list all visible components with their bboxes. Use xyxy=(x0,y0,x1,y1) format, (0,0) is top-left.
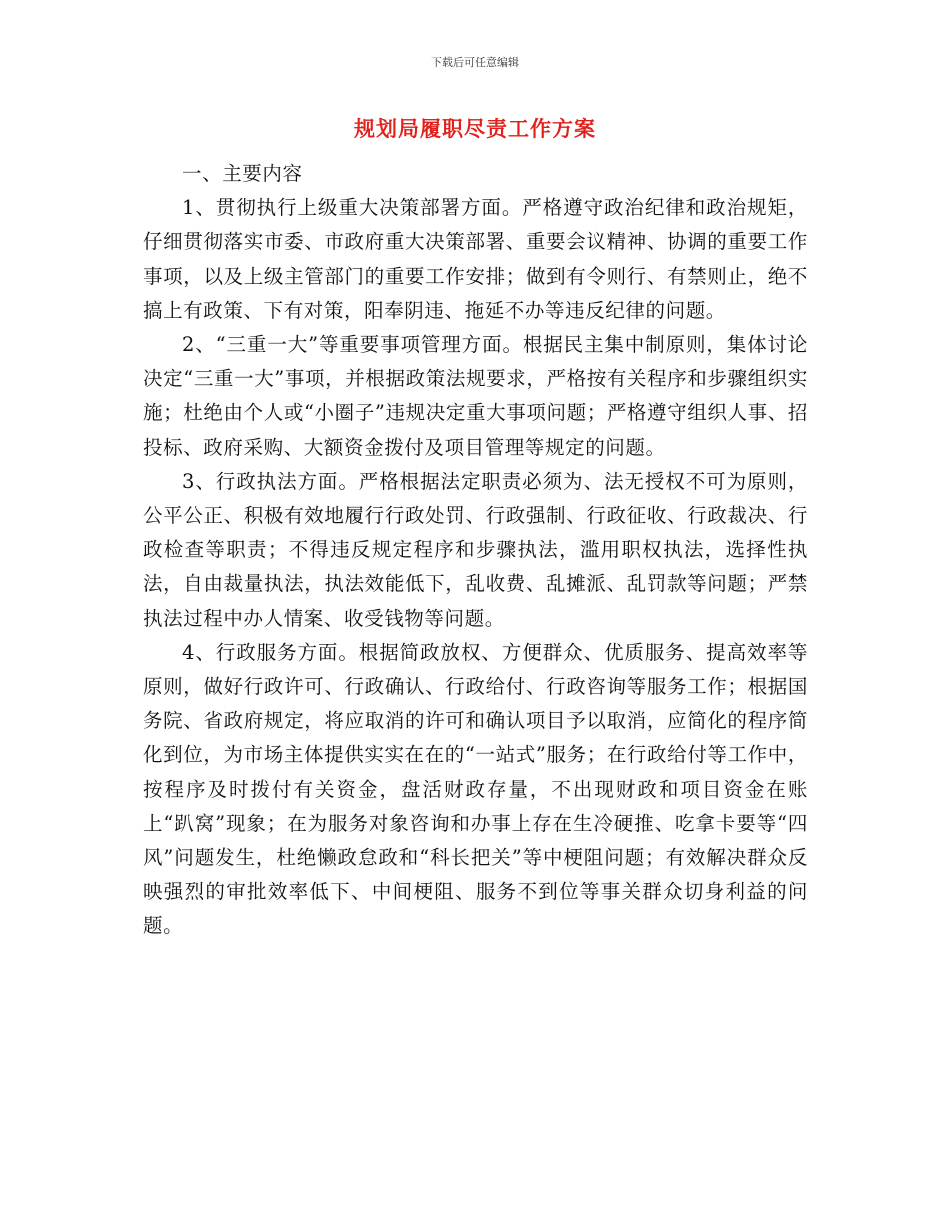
header-note: 下载后可任意编辑 xyxy=(431,56,519,69)
document-body xyxy=(143,157,808,944)
document-title: 规划局履职尽责工作方案 xyxy=(354,116,596,141)
paragraph-4: 4、行政服务方面。根据简政放权、方便群众、优质服务、提高效率等原则，做好行政许可、行政确认、行政给付、行政咨询等服务工作；根据国务院、省政府规定，将应取消的许可和确认项目予以取消，应简化的程序简化到位，为市场主体提供实实在在的“一站式”服务；在行政给付等工作中，按程序及时拨付有关资金，盘活财政存量，不出现财政和项目资金在账上“趴窝”现象；在为服务对象咨询和办事上存在生冷硬推、吃拿卡要等“四风”问题发生，杜绝懒政怠政和“科长把关”等中梗阻问题；有效解决群众反映强烈的审批效率低下、中间梗阻、服务不到位等事关群众切身利益的问题。 xyxy=(143,640,808,938)
section-heading: 一、主要内容 xyxy=(182,162,303,185)
paragraph-2: 2、“三重一大”等重要事项管理方面。根据民主集中制原则，集体讨论决定“三重一大”事项，并根据政策法规要求，严格按有关程序和步骤组织实施；杜绝由个人或“小圈子”违规决定重大事项问题；严格遵守组织人事、招投标、政府采购、大额资金拨付及项目管理等规定的问题。 xyxy=(143,333,808,459)
paragraph-1: 1、贯彻执行上级重大决策部署方面。严格遵守政治纪律和政治规矩，仔细贯彻落实市委、市政府重大决策部署、重要会议精神、协调的重要工作事项，以及上级主管部门的重要工作安排；做到有令则行、有禁则止，绝不搞上有政策、下有对策，阳奉阴违、拖延不办等违反纪律的问题。 xyxy=(143,196,808,322)
paragraph-3: 3、行政执法方面。严格根据法定职责必须为、法无授权不可为原则，公平公正、积极有效地履行行政处罚、行政强制、行政征收、行政裁决、行政检查等职责；不得违反规定程序和步骤执法，滥用职权执法，选择性执法，自由裁量执法，执法效能低下，乱收费、乱摊派、乱罚款等问题；严禁执法过程中办人情案、收受钱物等问题。 xyxy=(143,469,808,630)
